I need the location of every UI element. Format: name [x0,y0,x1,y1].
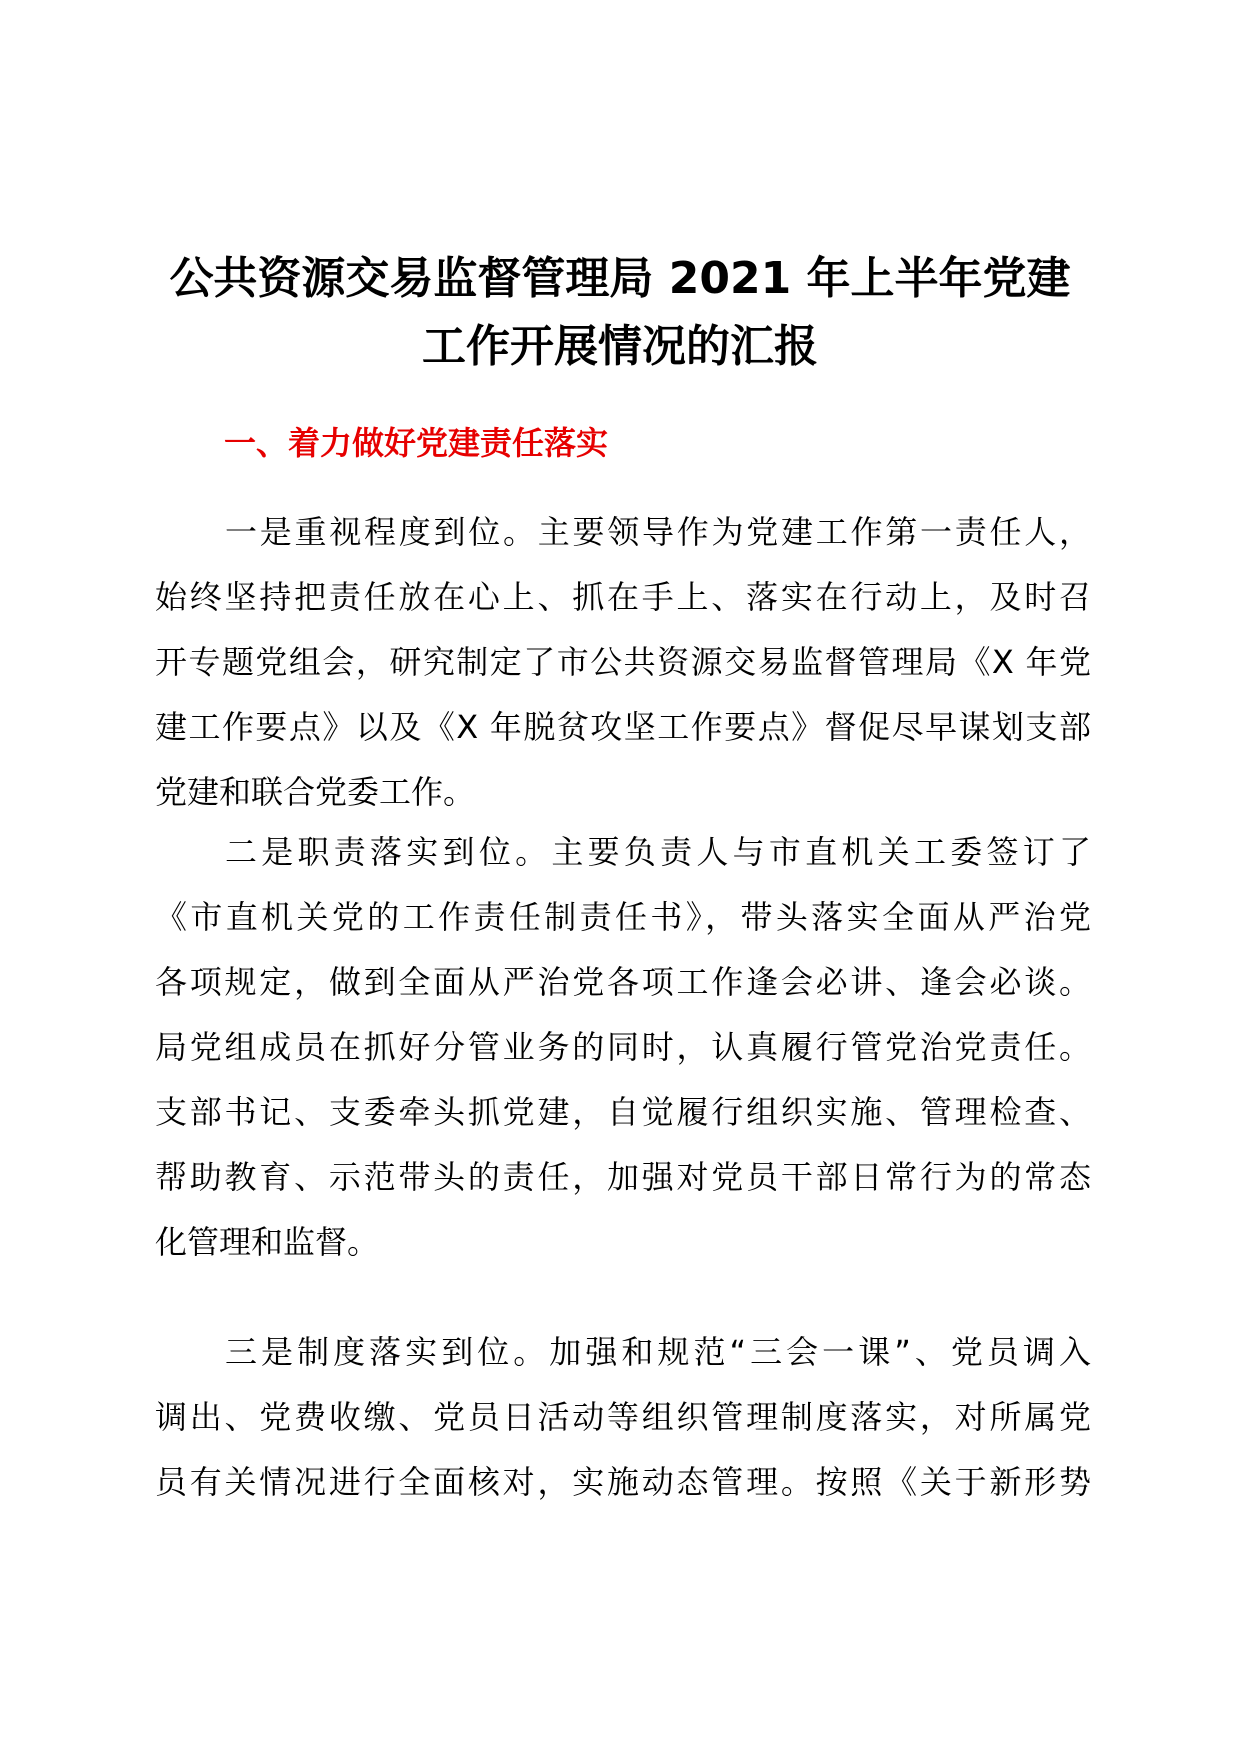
paragraph-line: 局党组成员在抓好分管业务的同时，认真履行管党治党责任。 [155,1028,1091,1066]
paragraph-line: 始终坚持把责任放在心上、抓在手上、落实在行动上，及时召 [155,578,1091,616]
paragraph-line: 化管理和监督。 [155,1223,380,1261]
paragraph-line: 调出、党费收缴、党员日活动等组织管理制度落实，对所属党 [155,1398,1091,1436]
paragraph-line: 员有关情况进行全面核对，实施动态管理。按照《关于新形势 [155,1463,1091,1501]
paragraph-line: 党建和联合党委工作。 [155,773,476,811]
paragraph-line: 建工作要点》以及《X 年脱贫攻坚工作要点》督促尽早谋划支部 [155,708,1091,746]
paragraph-line: 《市直机关党的工作责任制责任书》，带头落实全面从严治党 [155,898,1091,936]
paragraph-line: 开专题党组会，研究制定了市公共资源交易监督管理局《X 年党 [155,643,1091,681]
paragraph-line: 各项规定，做到全面从严治党各项工作逢会必讲、逢会必谈。 [155,963,1091,1001]
title-line-1: 公共资源交易监督管理局 2021 年上半年党建 [169,253,1071,304]
paragraph-3 [155,1320,1091,1515]
title-line-2: 工作开展情况的汇报 [422,321,818,372]
paragraph-line: 支部书记、支委牵头抓党建，自觉履行组织实施、管理检查、 [155,1093,1091,1131]
document-title [140,245,1100,381]
paragraph-line: 三是制度落实到位。加强和规范“三会一课”、党员调入 [225,1333,1091,1371]
section-heading: 一、着力做好党建责任落实 [224,424,609,462]
paragraph-line: 帮助教育、示范带头的责任，加强对党员干部日常行为的常态 [155,1158,1091,1196]
paragraph-line: 一是重视程度到位。主要领导作为党建工作第一责任人， [225,513,1091,551]
paragraph-1 [155,500,1091,825]
paragraph-line: 二是职责落实到位。主要负责人与市直机关工委签订了 [225,833,1091,871]
paragraph-2 [155,820,1091,1275]
